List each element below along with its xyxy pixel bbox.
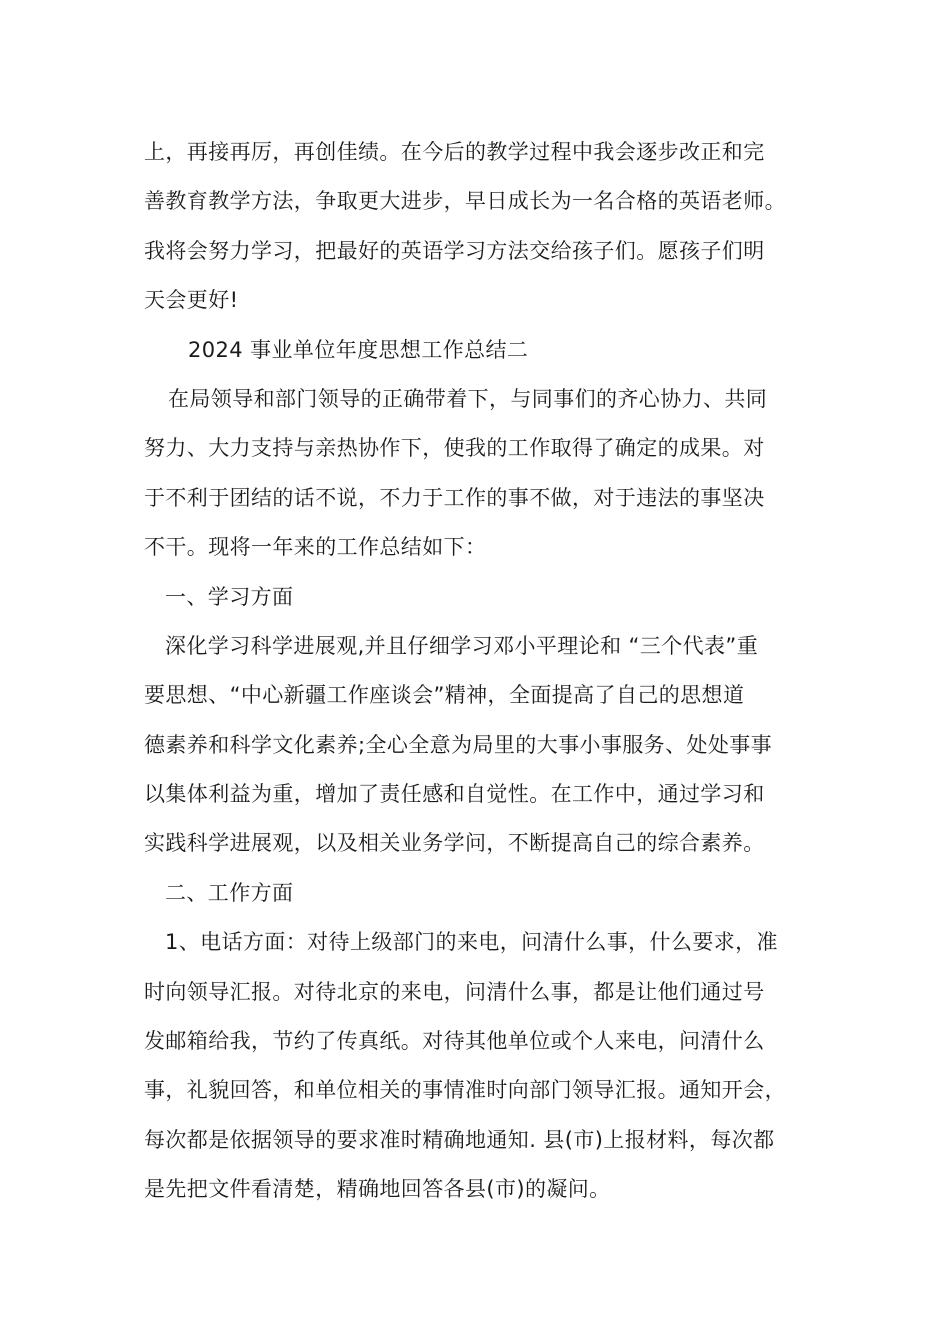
text-line: 以集体利益为重，增加了责任感和自觉性。在工作中，通过学习和 <box>144 782 765 807</box>
heading-learning: 一、学习方面 <box>165 584 294 609</box>
text-line: 善教育教学方法，争取更大进步，早日成长为一名合格的英语老师。 <box>144 189 786 214</box>
text-line: 努力、大力支持与亲热协作下，使我的工作取得了确定的成果。对 <box>144 436 765 461</box>
text-line: 德素养和科学文化素养;全心全意为局里的大事小事服务、处处事事 <box>144 732 773 757</box>
text-line: 我将会努力学习，把最好的英语学习方法交给孩子们。愿孩子们明 <box>144 238 765 263</box>
heading-work: 二、工作方面 <box>165 880 294 905</box>
text-line: 在局领导和部门领导的正确带着下，与同事们的齐心协力、共同 <box>168 386 768 411</box>
text-line: 要思想、“中心新疆工作座谈会”精神，全面提高了自己的思想道 <box>144 683 745 708</box>
text-line: 实践科学进展观，以及相关业务学问，不断提高自己的综合素养。 <box>144 831 765 856</box>
text-line: 发邮箱给我，节约了传真纸。对待其他单位或个人来电，问清什么 <box>144 1029 765 1054</box>
text-line: 事，礼貌回答，和单位相关的事情准时向部门领导汇报。通知开会， <box>144 1078 786 1103</box>
text-line: 上，再接再厉，再创佳绩。在今后的教学过程中我会逐步改正和完 <box>144 140 765 164</box>
text-line: 不干。现将一年来的工作总结如下： <box>144 535 487 560</box>
text-line: 是先把文件看清楚，精确地回答各县(市)的凝问。 <box>144 1177 611 1202</box>
text-line: 每次都是依据领导的要求准时精确地通知. 县(市)上报材料，每次都 <box>144 1127 775 1152</box>
text-line: 深化学习科学进展观,并且仔细学习邓小平理论和 “三个代表”重 <box>165 633 759 658</box>
body-text <box>144 128 824 1215</box>
text-line: 时向领导汇报。对待北京的来电，问清什么事，都是让他们通过号 <box>144 979 765 1004</box>
text-line: 1、电话方面：对待上级部门的来电，问清什么事，什么要求，准 <box>165 930 778 955</box>
text-line: 于不利于团结的话不说，不力于工作的事不做，对于违法的事坚决 <box>144 485 765 510</box>
section-title: 2024 事业单位年度思想工作总结二 <box>188 337 529 362</box>
text-line: 天会更好! <box>144 288 239 313</box>
